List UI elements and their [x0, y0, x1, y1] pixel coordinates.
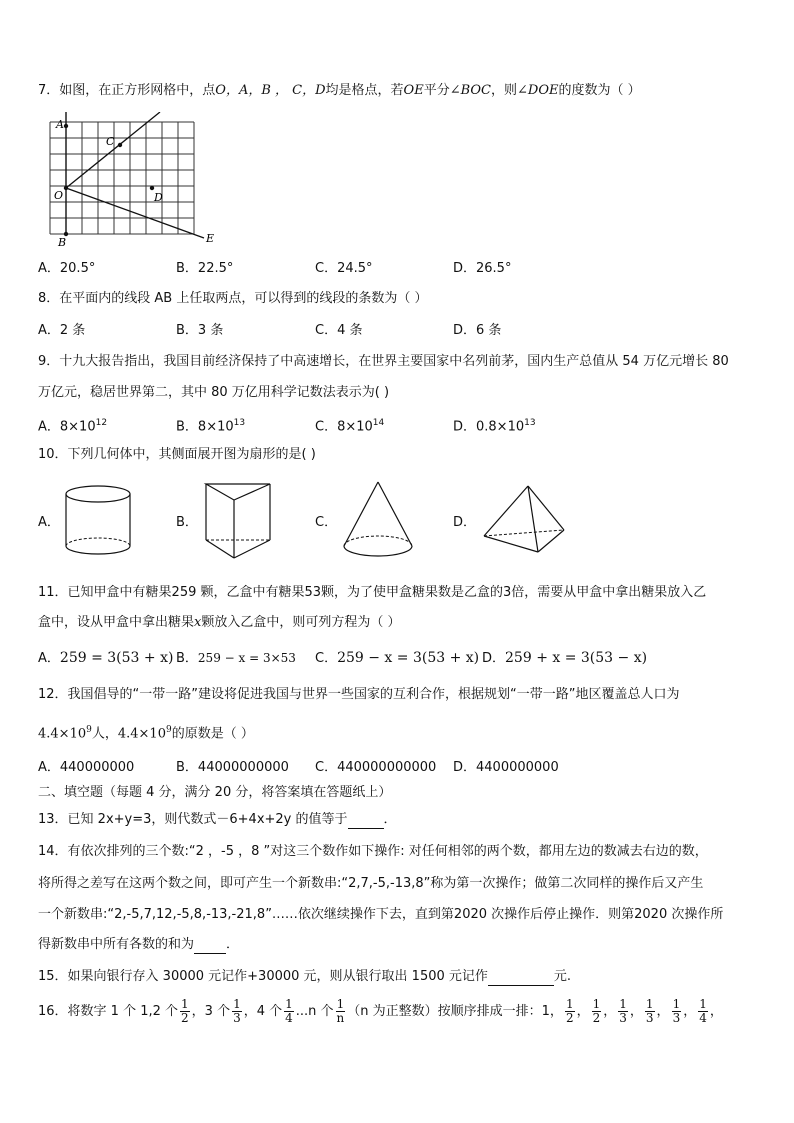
- frac-num: 1: [699, 997, 707, 1011]
- frac-num: 1: [336, 997, 345, 1011]
- cylinder-figure: [62, 482, 136, 560]
- frac-den: 3: [645, 1011, 654, 1025]
- point-d: [150, 186, 154, 190]
- q9-option-d: [453, 414, 536, 436]
- q9-option-d-exp: 13: [524, 418, 536, 428]
- q13-answer-blank[interactable]: [348, 814, 384, 829]
- q8-option-a: A．2 条: [38, 323, 86, 338]
- q16-sep: ，: [683, 1004, 697, 1019]
- q11-option-c-eq: 259 − x = 3(53 + x): [337, 650, 480, 666]
- frac-den: 3: [233, 1011, 241, 1025]
- q16-e: （n 为正整数）按顺序排成一排：1，: [347, 1004, 563, 1019]
- q7-option-d: D．26.5°: [453, 261, 512, 276]
- q7-stem: [38, 82, 641, 100]
- q11-option-b-eq: 259 − x = 3×53: [197, 651, 296, 665]
- q8-stem: 8．在平面内的线段 AB 上任取两点，可以得到的线段的条数为（ ）: [38, 291, 428, 306]
- q13-text: 13．已知 2x+y=3，则代数式－6+4x+2y 的值等于: [38, 812, 348, 827]
- ray-oe: [66, 188, 204, 238]
- q11-line2a: 盒中，设从甲盒中拿出糖果: [38, 615, 195, 630]
- q11-option-d: [482, 649, 647, 668]
- q14-line1: 14．有依次排列的三个数:“2 ，-5 ，8 ”对这三个数作如下操作: 对任何相邻的两个数，都用左边的数减去右边的数，: [38, 844, 708, 859]
- label-e: E: [206, 232, 215, 245]
- q15-tail: 元.: [553, 969, 572, 984]
- q16-seq-2: [592, 998, 602, 1025]
- q15-stem: [38, 968, 571, 986]
- q7-oe: OE: [403, 83, 424, 98]
- q16-frac-quarter: [284, 998, 294, 1025]
- q12-people: 人，: [91, 726, 118, 742]
- section-heading: 二、填空题（每题 4 分，满分 20 分，将答案填在答题纸上）: [38, 785, 392, 800]
- q10-option-a: A．: [38, 515, 60, 530]
- cone-figure: [338, 478, 418, 564]
- q15-answer-blank[interactable]: [488, 971, 554, 986]
- q14-tail: ．: [226, 937, 240, 952]
- q7-option-b: B．22.5°: [176, 261, 234, 276]
- q16-seq-4: [645, 998, 655, 1025]
- q12-line2: [38, 721, 254, 743]
- q9-option-b-base: B．8×10: [176, 419, 234, 435]
- q7-then: ，则: [491, 83, 518, 98]
- q9-option-a-exp: 12: [95, 418, 108, 428]
- q14-line3: 一个新数串:“2,-5,7,12,-5,8,-13,-21,8”……依次继续操作下去，直到第2020 次操作后停止操作．则第2020 次操作所: [38, 907, 724, 922]
- q12-option-d: D．4400000000: [453, 760, 559, 775]
- q10-option-b: B．: [176, 515, 198, 530]
- q7-bisect: 平分: [423, 83, 450, 98]
- frac-den: 4: [285, 1011, 293, 1025]
- q9-option-c-exp: 14: [372, 418, 385, 428]
- q7-suffix: 的度数为（ ）: [558, 83, 641, 98]
- q11-line2b: 颗放入乙盒中，则可列方程为（ ）: [201, 615, 401, 630]
- grid-lines: [50, 122, 194, 234]
- frac-num: 1: [565, 997, 574, 1011]
- q9-option-d-base: D．0.8×10: [453, 419, 525, 435]
- frac-den: 3: [619, 1011, 627, 1025]
- q14-answer-blank[interactable]: [194, 939, 226, 954]
- q12-num: 4.4×10: [38, 726, 87, 742]
- q12-line1: 12．我国倡导的“一带一路”建设将促进我国与世界一些国家的互利合作，根据规划“一带一路”地区覆盖总人口为: [38, 687, 680, 702]
- frac-num: 1: [285, 997, 293, 1011]
- q16-frac-half: [180, 998, 190, 1025]
- q12-num2: 4.4×10: [117, 726, 166, 742]
- point-o: [64, 186, 68, 190]
- q16-sep: ，: [576, 1004, 590, 1019]
- frac-den: 2: [181, 1011, 189, 1025]
- q16-a: 16．将数字 1 个 1,2 个: [38, 1004, 179, 1019]
- q13-stem: [38, 811, 397, 829]
- frac-den: 4: [699, 1011, 707, 1025]
- point-a: [64, 124, 68, 128]
- q14-line4: [38, 936, 239, 954]
- q7-angle-doe: ∠DOE: [517, 83, 559, 98]
- q11-option-a-label: A．: [38, 651, 60, 666]
- q16-seq-1: [565, 998, 575, 1025]
- q9-option-c-base: C．8×10: [315, 419, 373, 435]
- frac-num: 1: [645, 997, 654, 1011]
- q12-option-a: A．440000000: [38, 760, 135, 775]
- q11-option-d-label: D．: [482, 651, 506, 666]
- q10-option-c: C．: [315, 515, 338, 530]
- q16-seq-6: [698, 998, 708, 1025]
- q14-line4-text: 得新数串中所有各数的和为: [38, 937, 195, 952]
- pyramid-figure: [478, 482, 570, 556]
- q12-exp: 9: [86, 725, 92, 735]
- q12-option-b: B．44000000000: [176, 760, 289, 775]
- q11-option-d-eq: 259 + x = 3(53 − x): [505, 650, 648, 666]
- q8-option-b: B．3 条: [176, 323, 224, 338]
- q16-stem: [38, 998, 723, 1026]
- frac-den: 2: [592, 1011, 601, 1025]
- q16-sep: ，: [603, 1004, 617, 1019]
- point-c: [118, 143, 122, 147]
- q16-c: ，4 个: [243, 1004, 283, 1019]
- q8-option-d: D．6 条: [453, 323, 502, 338]
- q10-stem: 10．下列几何体中，其侧面展开图为扇形的是( ): [38, 447, 316, 462]
- label-o: O: [54, 189, 64, 202]
- label-b: B: [58, 236, 67, 249]
- q11-option-a: [38, 649, 173, 668]
- q8-option-c: C．4 条: [315, 323, 363, 338]
- q9-line1: 9．十九大报告指出，我国目前经济保持了中高速增长，在世界主要国家中名列前茅，国内生产总值从 54 万亿元增长 80: [38, 354, 729, 369]
- q15-text: 15．如果向银行存入 30000 元记作+30000 元，则从银行取出 1500 元记作: [38, 969, 488, 984]
- q7-prefix: 7．如图，在正方形网格中，点: [38, 83, 216, 98]
- label-c: C: [106, 135, 115, 148]
- frac-den: 3: [672, 1011, 681, 1025]
- q11-line1: 11．已知甲盒中有糖果259 颗，乙盒中有糖果53颗，为了使甲盒糖果数是乙盒的3倍，需要从甲盒中拿出糖果放入乙: [38, 585, 707, 600]
- q16-b: ，3 个: [191, 1004, 231, 1019]
- q11-option-b-label: B．: [176, 651, 198, 666]
- q10-option-d: D．: [453, 515, 477, 530]
- q16-frac-third: [232, 998, 242, 1025]
- frac-num: 1: [181, 997, 189, 1011]
- q16-seq-5: [672, 998, 682, 1025]
- q7-grid-figure: [44, 112, 224, 252]
- q7-angle-boc: ∠BOC: [449, 83, 491, 98]
- q7-points: O，A，B ， C，D: [215, 83, 326, 98]
- q9-option-b: [176, 414, 245, 436]
- frac-num: 1: [672, 997, 681, 1011]
- q12-exp2: 9: [165, 725, 172, 735]
- q9-option-b-exp: 13: [233, 418, 246, 428]
- q7-option-a: A．20.5°: [38, 261, 96, 276]
- q7-option-c: C．24.5°: [315, 261, 373, 276]
- q16-seq-3: [618, 998, 628, 1025]
- frac-den: 2: [565, 1011, 574, 1025]
- q11-option-a-eq: 259 = 3(53 + x): [59, 650, 174, 666]
- frac-num: 1: [619, 997, 627, 1011]
- q12-option-c: C．440000000000: [315, 760, 437, 775]
- q9-option-c: [315, 414, 384, 436]
- q11-option-b: [176, 649, 296, 668]
- q16-d: ...n 个: [295, 1004, 334, 1019]
- label-a: A: [56, 118, 64, 131]
- triangular-prism-figure: [200, 478, 274, 564]
- frac-den: n: [336, 1011, 345, 1025]
- q16-frac-n: [336, 998, 346, 1025]
- frac-num: 1: [233, 997, 241, 1011]
- q16-sep: ，: [629, 1004, 643, 1019]
- q9-option-a-base: A．8×10: [38, 419, 96, 435]
- q11-line2: [38, 614, 401, 632]
- q13-tail: ．: [383, 812, 397, 827]
- q11-option-c-label: C．: [315, 651, 338, 666]
- label-d: D: [154, 191, 163, 204]
- q7-middle: 均是格点，若: [325, 83, 404, 98]
- q14-line2: 将所得之差写在这两个数之间，即可产生一个新数串:“2,7,-5,-13,8”称为第一次操作；做第二次同样的操作后又产生: [38, 876, 704, 891]
- q16-sep: ，: [656, 1004, 670, 1019]
- q11-var: x: [194, 615, 202, 630]
- q11-option-c: [315, 649, 479, 668]
- q9-option-a: [38, 414, 107, 436]
- frac-num: 1: [592, 997, 601, 1011]
- q9-line2: 万亿元，稳居世界第二，其中 80 万亿用科学记数法表示为( ): [38, 385, 390, 400]
- q12-tail: 的原数是（ ）: [171, 726, 254, 742]
- q16-sep: ，: [709, 1004, 723, 1019]
